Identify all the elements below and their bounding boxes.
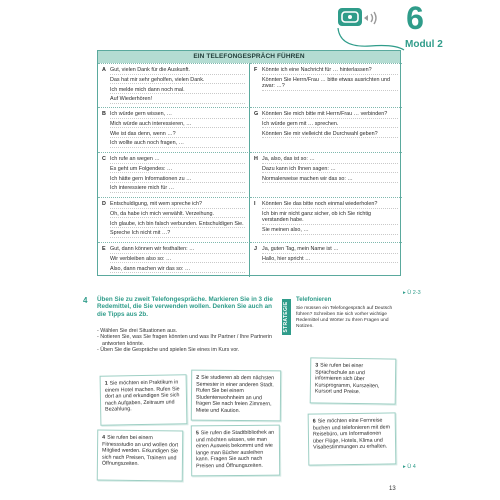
- phrase-line: Wie ist das denn, wenn …?: [110, 131, 245, 139]
- phrase-line: Ich würde gern wissen, …: [110, 111, 245, 119]
- phrase-line: Spreche Ich nicht mit …?: [110, 230, 245, 238]
- task-bullet: - Notieren Sie, was Sie fragen könnten und was Ihr Partner / Ihre Partnerin antworten könnte.: [97, 334, 272, 347]
- strategy-tag: STRATEGIE: [283, 301, 289, 333]
- card-text: Sie rufen die Stadtbibliothek an und möchten wissen, wie man einen Ausweis bekommt und wie lange man Bücher ausleihen kann. Fragen Sie auch nach Preisen und Öffnungszeiten.: [195, 429, 275, 469]
- phrase-line: Gut, dann können wir festhalten: …: [110, 246, 245, 254]
- card-text: Sie möchten eine Fernreise buchen und telefonieren mit dem Reisebüro, um Informationen über Flüge, Hotels, Klima und Visabestimmungen zu erhalten.: [312, 417, 391, 451]
- phrase-line: Könnten Sie Herrn/Frau … bitte etwas ausrichten und zwar: …?: [262, 77, 398, 91]
- strategy-title: Telefonieren: [296, 297, 332, 303]
- phrase-line: Könnten Sie mir vielleicht die Durchwahl geben?: [262, 131, 398, 139]
- situation-card-1: [100, 374, 188, 426]
- phrase-cell-d: [98, 197, 250, 242]
- cell-letter: J: [254, 246, 257, 252]
- cell-letter: E: [102, 246, 106, 252]
- task-bullets: [97, 328, 277, 354]
- cell-letter: C: [102, 156, 106, 162]
- phrase-line: Ich bin mir nicht ganz sicher, ob ich Sie richtig verstanden habe.: [262, 211, 398, 225]
- phrase-line: Wir verbleiben also so: …: [110, 256, 245, 264]
- phrase-line: Hallo, hier spricht …: [262, 256, 398, 264]
- strategy-body: Sie müssen ein Telefongespräch auf Deutsch führen? Schreiben Sie sich vorher wichtige Redemittel und Wörter zu Ihren Fragen und Notizen.: [296, 306, 393, 329]
- phrase-line: Ich interessiere mich für …: [110, 185, 245, 193]
- exercise-reference-label: Ü 4: [407, 464, 416, 470]
- phrase-cell-f: [250, 63, 402, 107]
- exercise-reference: ▸ Ü 4: [403, 464, 416, 470]
- task-bullet: - Üben Sie die Gespräche und spielen Sie eines im Kurs vor.: [97, 347, 240, 354]
- phrase-line: Normalerweise machen wir das so: …: [262, 176, 398, 184]
- task-bullet: - Wählen Sie drei Situationen aus.: [97, 328, 178, 334]
- situation-card-2: [191, 370, 281, 422]
- phrase-grid: [98, 63, 400, 277]
- cell-letter: A: [102, 67, 106, 73]
- phrase-cell-j: [250, 242, 402, 277]
- phrase-line: Könnten Sie das bitte noch einmal wiederholen?: [262, 201, 398, 209]
- situation-card-5: [191, 425, 280, 477]
- phrase-line: Entschuldigung, mit wem spreche ich?: [110, 201, 245, 209]
- cell-letter: G: [254, 111, 259, 117]
- phrase-table: [97, 50, 401, 276]
- task-number: 4: [83, 296, 88, 305]
- cell-letter: B: [102, 111, 106, 117]
- phrase-line: Ich rufe an wegen …: [110, 156, 245, 164]
- phrase-line: Auf Wiederhören!: [110, 96, 245, 104]
- phrase-line: Ich melde mich dann noch mal.: [110, 87, 245, 95]
- phrase-cell-g: [250, 107, 402, 152]
- card-number: 3: [315, 362, 319, 369]
- page-number: 13: [389, 486, 396, 492]
- phrase-line: Es geht um Folgendes: …: [110, 166, 245, 174]
- phrase-line: Ich würde gern mit … sprechen.: [262, 121, 398, 129]
- phrase-line: Ja, also, das ist so: …: [262, 156, 398, 164]
- modul-number: 6: [406, 0, 424, 36]
- phrase-cell-b: [98, 107, 250, 152]
- card-text: Sie rufen bei einer Sprachschule an und informieren sich über Kursprogramm, Kurszeiten, Kursort und Preise.: [314, 362, 380, 396]
- phrase-line: Ich wollte auch noch fragen, …: [110, 140, 245, 148]
- phrase-line: Gut, vielen Dank für die Auskunft.: [110, 67, 245, 75]
- cell-letter: F: [254, 67, 258, 73]
- phrase-line: Sie meinen also, …: [262, 227, 398, 235]
- phrase-line: Mich würde auch interessieren, …: [110, 121, 245, 129]
- card-number: 1: [104, 380, 108, 387]
- phrase-line: Könnte ich eine Nachricht für … hinterlassen?: [262, 67, 398, 75]
- modul-label: Modul 2: [405, 39, 443, 50]
- exercise-reference-label: Ü 2-3: [407, 290, 421, 296]
- phrase-cell-e: [98, 242, 250, 277]
- phrase-line: Dazu kann ich Ihnen sagen: …: [262, 166, 398, 174]
- phrase-line: Oh, da habe ich mich verwählt. Verzeihung.: [110, 211, 245, 219]
- cell-letter: H: [254, 156, 258, 162]
- cell-letter: I: [254, 201, 256, 207]
- phrase-cell-c: [98, 152, 250, 197]
- card-number: 4: [102, 434, 106, 441]
- card-number: 2: [196, 374, 200, 381]
- phrase-line: Ich glaube, ich bin falsch verbunden. Entschuldigen Sie.: [110, 220, 244, 227]
- phrase-cell-h: [250, 152, 402, 197]
- card-text: Sie studieren ab dem nächsten Semester in einer anderen Stadt. Rufen Sie bei einem Studentenwohnheim an und fragen Sie nach freien Zimmern, Miete und Kaution.: [195, 374, 275, 414]
- phrase-line: Das hat mir sehr geholfen, vielen Dank.: [110, 77, 245, 85]
- exercise-reference: ▸ Ü 2-3: [403, 290, 421, 296]
- sound-wave-icon: [362, 11, 380, 25]
- card-text: Sie rufen bei einem Fitnessstudio an und wollen dort Mitglied werden. Erkundigen Sie sich nach Preisen, Trainern und Öffnungszeiten.: [101, 434, 179, 467]
- card-number: 6: [312, 418, 316, 425]
- task-heading: Üben Sie zu zweit Telefongespräche. Markieren Sie in 3 die Redemittel, die Sie verwenden wollen. Denken Sie auch an die Tipps aus 2b.: [97, 296, 273, 318]
- phrase-line: Ich hätte gern Informationen zu …: [110, 176, 245, 184]
- phrase-cell-i: [250, 197, 402, 242]
- table-title: EIN TELEFONGESPRÄCH FÜHREN: [98, 51, 400, 63]
- situation-card-4: [97, 430, 184, 482]
- situation-card-3: [310, 357, 397, 404]
- cell-letter: D: [102, 201, 106, 207]
- phrase-line: Also, dann machen wir das so: …: [110, 266, 245, 274]
- situation-card-6: [308, 412, 397, 465]
- phrase-cell-a: [98, 63, 250, 107]
- card-number: 5: [195, 430, 199, 437]
- card-text: Sie möchten ein Praktikum in einem Hotel machen. Rufen Sie dort an und erkundigen Sie sich nach Aufgaben, Zeitraum und Bezahlung.: [104, 379, 180, 413]
- phrase-line: Könnten Sie mich bitte mit Herrn/Frau … verbinden?: [262, 111, 398, 119]
- phrase-line: Ja, guten Tag, mein Name ist …: [262, 246, 398, 254]
